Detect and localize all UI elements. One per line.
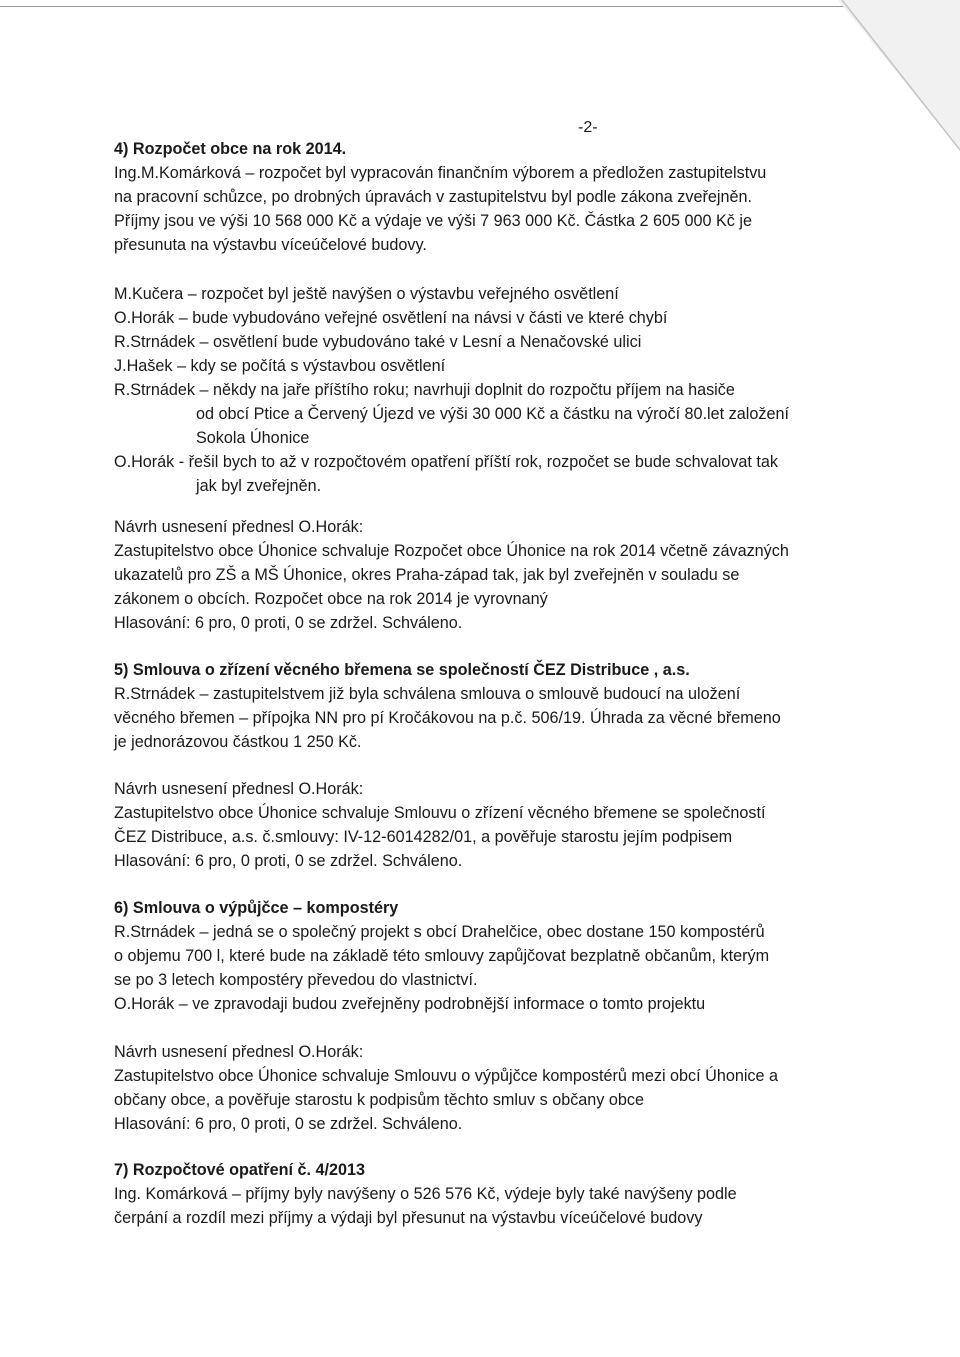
discussion-line: R.Strnádek – osvětlení bude vybudováno také v Lesní a Nenačovské ulici: [114, 333, 642, 351]
discussion-line: jak byl zveřejněn.: [196, 477, 322, 495]
page-number: -2-: [578, 119, 598, 136]
section-heading: 6) Smlouva o výpůjčce – kompostéry: [114, 899, 399, 917]
section-4-discussion: [114, 282, 854, 498]
paragraph-line: R.Strnádek – zastupitelstvem již byla schválena smlouva o smlouvě budoucí na uložení: [114, 685, 741, 703]
scan-border-line: [0, 6, 960, 7]
paragraph-line: věcného břemen – přípojka NN pro pí Kročákovou na p.č. 506/19. Úhrada za věcné břemeno: [114, 709, 781, 727]
section-heading: 7) Rozpočtové opatření č. 4/2013: [114, 1161, 365, 1179]
paragraph-line: přesunuta na výstavbu víceúčelové budovy.: [114, 236, 427, 254]
section-heading: 5) Smlouva o zřízení věcného břemena se společností ČEZ Distribuce , a.s.: [114, 661, 690, 679]
discussion-line: O.Horák – bude vybudováno veřejné osvětlení na návsi v části ve které chybí: [114, 309, 668, 327]
discussion-line: J.Hašek – kdy se počítá s výstavbou osvětlení: [114, 357, 446, 375]
resolution-line: Návrh usnesení přednesl O.Horák:: [114, 1043, 364, 1061]
resolution-line: ČEZ Distribuce, a.s. č.smlouvy: IV-12-6014282/01, a pověřuje starostu jejím podpisem: [114, 828, 733, 846]
discussion-line: od obcí Ptice a Červený Újezd ve výši 30 000 Kč a částku na výročí 80.let založení: [196, 405, 789, 423]
resolution-line: občany obce, a pověřuje starostu k podpisům těchto smluv s občany obce: [114, 1091, 644, 1109]
paragraph-line: o objemu 700 l, které bude na základě této smlouvy zapůjčovat bezplatně občanům, kterým: [114, 947, 770, 965]
section-4: [114, 137, 854, 257]
paragraph-line: Ing. Komárková – příjmy byly navýšeny o 526 576 Kč, výdeje byly také navýšeny podle: [114, 1185, 737, 1203]
resolution-line: Zastupitelstvo obce Úhonice schvaluje Rozpočet obce Úhonice na rok 2014 včetně závazných: [114, 542, 789, 560]
discussion-line: R.Strnádek – někdy na jaře příštího roku; navrhuji doplnit do rozpočtu příjem na hasiče: [114, 381, 735, 399]
resolution-line: Návrh usnesení přednesl O.Horák:: [114, 780, 364, 798]
paragraph-line: Příjmy jsou ve výši 10 568 000 Kč a výdaje ve výši 7 963 000 Kč. Částka 2 605 000 Kč je: [114, 212, 752, 230]
section-heading: 4) Rozpočet obce na rok 2014.: [114, 140, 347, 158]
section-5: [114, 658, 854, 754]
paragraph-line: O.Horák – ve zpravodaji budou zveřejněny podrobnější informace o tomto projektu: [114, 995, 706, 1013]
section-5-resolution: [114, 777, 854, 873]
vote-result-line: Hlasování: 6 pro, 0 proti, 0 se zdržel. Schváleno.: [114, 852, 463, 870]
paragraph-line: R.Strnádek – jedná se o společný projekt s obcí Drahelčice, obec dostane 150 kompostérů: [114, 923, 765, 941]
paragraph-line: Ing.M.Komárková – rozpočet byl vypracován finančním výborem a předložen zastupitelstvu: [114, 164, 767, 182]
resolution-line: ukazatelů pro ZŠ a MŠ Úhonice, okres Praha-západ tak, jak byl zveřejněn v souladu se: [114, 566, 740, 584]
vote-result-line: Hlasování: 6 pro, 0 proti, 0 se zdržel. Schváleno.: [114, 1115, 463, 1133]
vote-result-line: Hlasování: 6 pro, 0 proti, 0 se zdržel. Schváleno.: [114, 614, 463, 632]
discussion-line: M.Kučera – rozpočet byl ještě navýšen o výstavbu veřejného osvětlení: [114, 285, 619, 303]
discussion-line: O.Horák - řešil bych to až v rozpočtovém opatření příští rok, rozpočet se bude schvalovat tak: [114, 453, 778, 471]
paragraph-line: na pracovní schůzce, po drobných úpravách v zastupitelstvu byl podle zákona zveřejněn.: [114, 188, 752, 206]
section-4-resolution: [114, 515, 854, 635]
section-6: [114, 896, 854, 1016]
discussion-line: Sokola Úhonice: [196, 429, 310, 447]
resolution-line: Zastupitelstvo obce Úhonice schvaluje Smlouvu o výpůjčce kompostérů mezi obcí Úhonice a: [114, 1067, 779, 1085]
resolution-line: zákonem o obcích. Rozpočet obce na rok 2014 je vyrovnaný: [114, 590, 548, 608]
section-6-resolution: [114, 1040, 854, 1136]
paragraph-line: je jednorázovou částkou 1 250 Kč.: [114, 733, 362, 751]
paragraph-line: čerpání a rozdíl mezi příjmy a výdaji byl přesunut na výstavbu víceúčelové budovy: [114, 1209, 703, 1227]
paragraph-line: se po 3 letech kompostéry převedou do vlastnictví.: [114, 971, 478, 989]
resolution-line: Zastupitelstvo obce Úhonice schvaluje Smlouvu o zřízení věcného břemene se společností: [114, 804, 766, 822]
section-7: [114, 1158, 854, 1230]
resolution-line: Návrh usnesení přednesl O.Horák:: [114, 518, 364, 536]
